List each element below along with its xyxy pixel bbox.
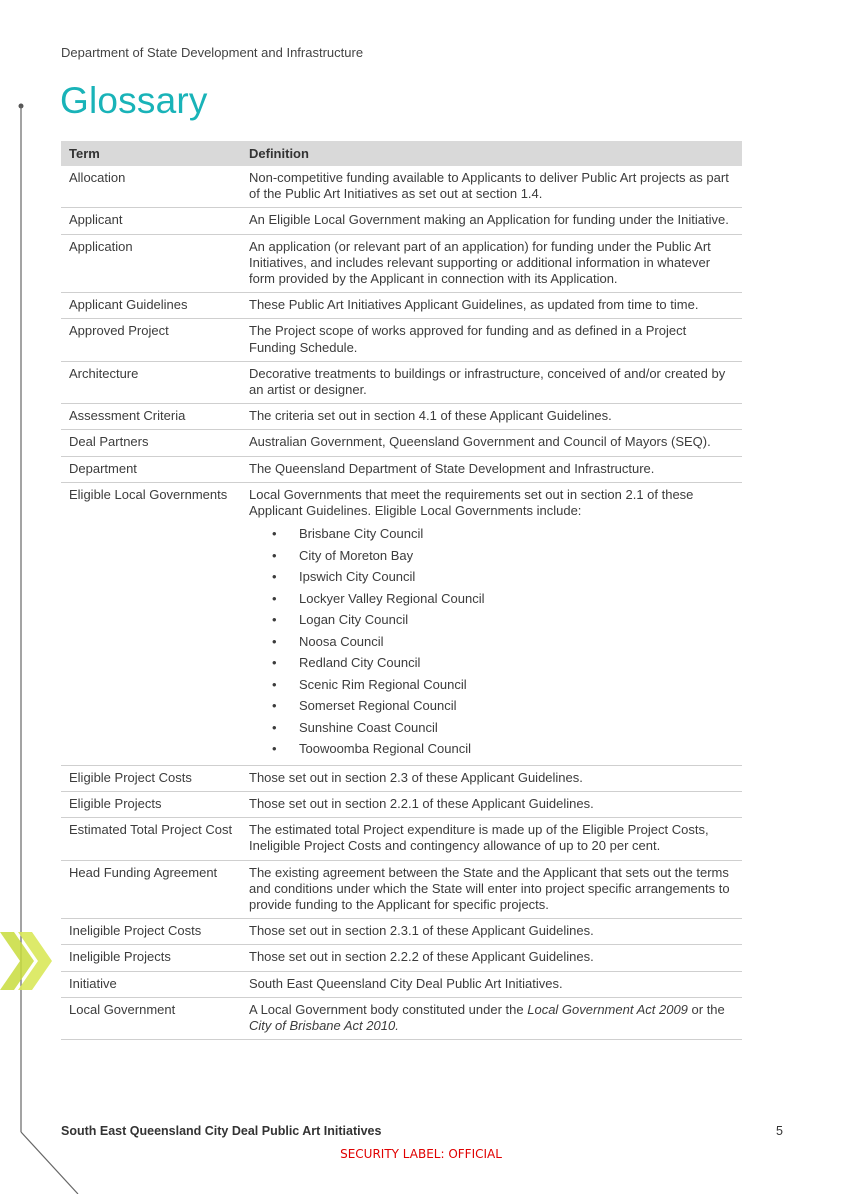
table-row — [61, 945, 742, 971]
glossary-term: Eligible Local Governments — [61, 482, 241, 765]
glossary-definition: South East Queensland City Deal Public Art Initiatives. — [241, 971, 742, 997]
table-row — [61, 208, 742, 234]
table-row — [61, 319, 742, 361]
glossary-definition: Decorative treatments to buildings or infrastructure, conceived of and/or created by an artist or designer. — [241, 361, 742, 403]
table-header-row — [61, 141, 742, 166]
list-item: • Brisbane City Council — [299, 523, 734, 545]
list-item: • Ipswich City Council — [299, 566, 734, 588]
table-row — [61, 293, 742, 319]
glossary-definition: The Project scope of works approved for funding and as defined in a Project Funding Schedule. — [241, 319, 742, 361]
table-row — [61, 430, 742, 456]
glossary-definition — [241, 997, 742, 1039]
glossary-term: Initiative — [61, 971, 241, 997]
glossary-term: Allocation — [61, 166, 241, 208]
table-row — [61, 482, 742, 765]
glossary-definition: The criteria set out in section 4.1 of these Applicant Guidelines. — [241, 404, 742, 430]
security-label: SECURITY LABEL: OFFICIAL — [340, 1147, 502, 1161]
glossary-term: Estimated Total Project Cost — [61, 818, 241, 860]
glossary-term: Approved Project — [61, 319, 241, 361]
glossary-definition: Those set out in section 2.2.1 of these Applicant Guidelines. — [241, 791, 742, 817]
eligible-councils-list — [249, 523, 734, 760]
table-row — [61, 919, 742, 945]
table-row — [61, 791, 742, 817]
footer-document-title: South East Queensland City Deal Public Art Initiatives — [61, 1124, 382, 1138]
glossary-definition: The existing agreement between the State and the Applicant that sets out the terms and conditions under which the State will enter into project specific arrangements to provide funding to the Applicant for specific projects. — [241, 860, 742, 919]
glossary-definition: The Queensland Department of State Development and Infrastructure. — [241, 456, 742, 482]
act-name: Local Government Act 2009 — [527, 1001, 688, 1017]
column-header-term: Term — [61, 141, 241, 166]
table-row — [61, 971, 742, 997]
table-row — [61, 765, 742, 791]
glossary-definition: Australian Government, Queensland Government and Council of Mayors (SEQ). — [241, 430, 742, 456]
glossary-definition: An Eligible Local Government making an Application for funding under the Initiative. — [241, 208, 742, 234]
glossary-term: Applicant Guidelines — [61, 293, 241, 319]
list-item: • Somerset Regional Council — [299, 695, 734, 717]
glossary-term: Eligible Projects — [61, 791, 241, 817]
glossary-table — [61, 141, 742, 1040]
glossary-definition-text: Local Governments that meet the requirements set out in section 2.1 of these Applicant Guidelines. Eligible Local Governments include: — [249, 486, 694, 519]
glossary-term: Applicant — [61, 208, 241, 234]
act-name: City of Brisbane Act 2010. — [249, 1017, 399, 1033]
column-header-definition: Definition — [241, 141, 742, 166]
definition-text: A Local Government body constituted under the — [249, 1001, 528, 1017]
glossary-term: Application — [61, 234, 241, 293]
table-row — [61, 997, 742, 1039]
table-row — [61, 361, 742, 403]
table-row — [61, 404, 742, 430]
table-row — [61, 860, 742, 919]
glossary-definition: These Public Art Initiatives Applicant Guidelines, as updated from time to time. — [241, 293, 742, 319]
list-item: • Sunshine Coast Council — [299, 717, 734, 739]
glossary-term: Department — [61, 456, 241, 482]
table-row — [61, 166, 742, 208]
list-item: • Toowoomba Regional Council — [299, 738, 734, 760]
glossary-term: Head Funding Agreement — [61, 860, 241, 919]
table-row — [61, 234, 742, 293]
table-row — [61, 456, 742, 482]
definition-text: or the — [687, 1001, 725, 1017]
glossary-term: Ineligible Project Costs — [61, 919, 241, 945]
chevron-decoration-icon — [0, 928, 60, 994]
glossary-term: Eligible Project Costs — [61, 765, 241, 791]
glossary-definition: Those set out in section 2.3 of these Applicant Guidelines. — [241, 765, 742, 791]
list-item: • Scenic Rim Regional Council — [299, 674, 734, 696]
list-item: • Redland City Council — [299, 652, 734, 674]
list-item: • Noosa Council — [299, 631, 734, 653]
glossary-definition: Non-competitive funding available to Applicants to deliver Public Art projects as part of the Public Art Initiatives as set out at section 1.4. — [241, 166, 742, 208]
glossary-term: Architecture — [61, 361, 241, 403]
list-item: • City of Moreton Bay — [299, 545, 734, 567]
glossary-term: Assessment Criteria — [61, 404, 241, 430]
table-row — [61, 818, 742, 860]
list-item: • Lockyer Valley Regional Council — [299, 588, 734, 610]
glossary-term: Deal Partners — [61, 430, 241, 456]
glossary-definition: The estimated total Project expenditure is made up of the Eligible Project Costs, Ineligible Project Costs and contingency allowance of up to 20 per cent. — [241, 818, 742, 860]
department-header: Department of State Development and Infrastructure — [61, 45, 364, 60]
page-title: Glossary — [60, 80, 208, 121]
list-item: • Logan City Council — [299, 609, 734, 631]
glossary-term: Ineligible Projects — [61, 945, 241, 971]
glossary-definition: An application (or relevant part of an application) for funding under the Public Art Initiatives, and includes relevant supporting or additional information in whatever form provided by the Applicant in connection with its Application. — [241, 234, 742, 293]
page-number: 5 — [776, 1124, 783, 1138]
glossary-term: Local Government — [61, 997, 241, 1039]
glossary-definition: Those set out in section 2.3.1 of these Applicant Guidelines. — [241, 919, 742, 945]
glossary-definition: Those set out in section 2.2.2 of these Applicant Guidelines. — [241, 945, 742, 971]
glossary-definition — [241, 482, 742, 765]
